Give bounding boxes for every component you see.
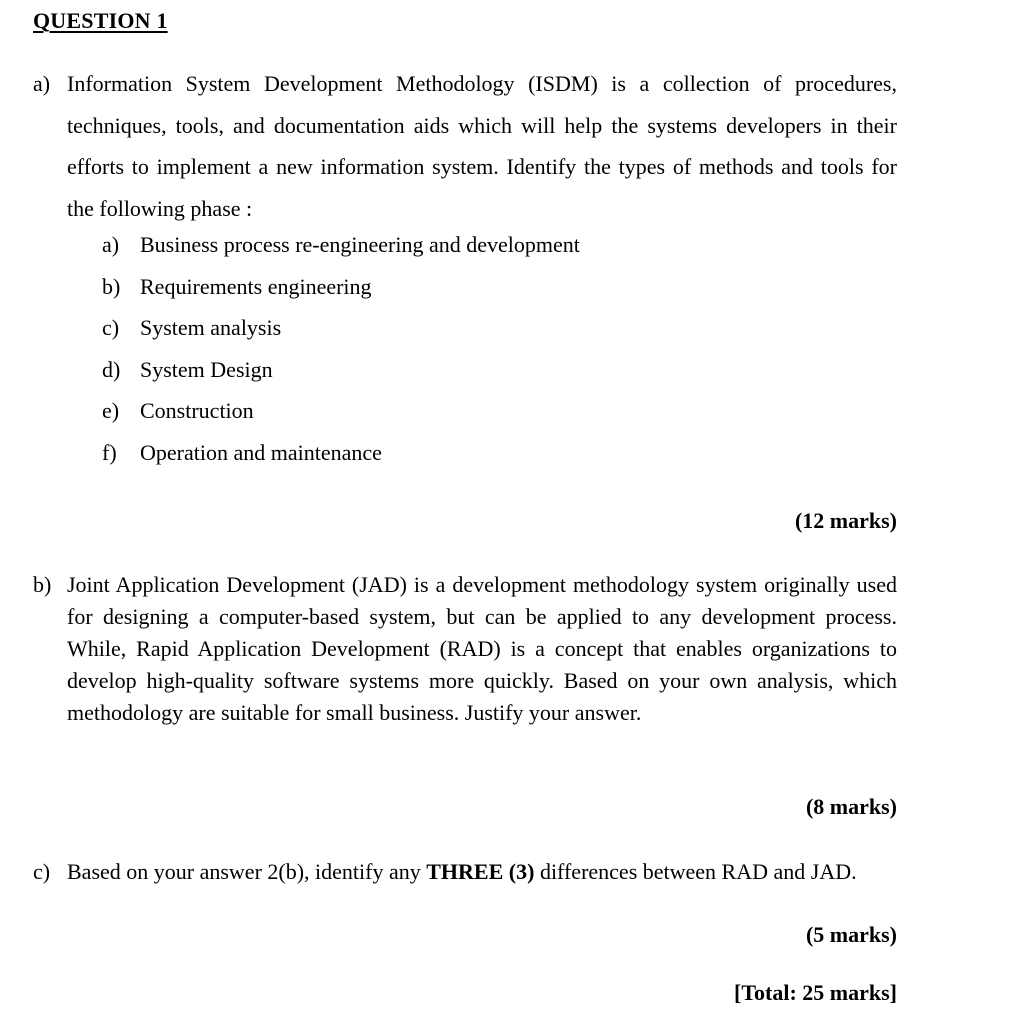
list-item-text: Construction bbox=[140, 398, 254, 423]
list-item-text: Requirements engineering bbox=[140, 273, 372, 299]
list-item bbox=[102, 312, 580, 354]
part-a-marks: (12 marks) bbox=[794, 508, 897, 533]
list-item-letter: e) bbox=[102, 398, 120, 423]
total-marks: [Total: 25 marks] bbox=[734, 980, 897, 1005]
list-item bbox=[102, 354, 580, 396]
part-b-marks: (8 marks) bbox=[805, 794, 897, 819]
question-title: QUESTION 1 bbox=[33, 8, 168, 33]
list-item-letter: d) bbox=[102, 356, 121, 382]
part-a-label: a) bbox=[33, 71, 51, 96]
list-item-letter: f) bbox=[102, 439, 117, 465]
list-item bbox=[102, 229, 580, 271]
list-item bbox=[102, 437, 580, 479]
part-a-text: Information System Development Methodology (ISDM) is a collection of procedures, techniques, tools, and documentation aids which will help the systems developers in their efforts to implement a new information system. Identify the types of methods and tools for the following phase : bbox=[67, 71, 897, 221]
list-item-letter: c) bbox=[102, 315, 120, 340]
phase-list bbox=[102, 229, 580, 478]
list-item-text: Operation and maintenance bbox=[140, 439, 382, 465]
list-item bbox=[102, 271, 580, 313]
part-c-label: c) bbox=[33, 859, 51, 884]
list-item-letter: a) bbox=[102, 232, 120, 257]
part-c-marks: (5 marks) bbox=[805, 922, 897, 947]
list-item-text: Business process re-engineering and development bbox=[140, 232, 580, 257]
part-b-text: Joint Application Development (JAD) is a development methodology system originally used for designing a computer-based system, but can be applied to any development process. While, Rapid Application Development (RAD) is a concept that enables organizations to develop high-quality software systems more quickly. Based on your own analysis, which methodology are suitable for small business. Justify your answer. bbox=[67, 572, 897, 725]
part-c-text bbox=[67, 856, 897, 888]
list-item-text: System analysis bbox=[140, 315, 282, 340]
part-c-emphasis: THREE (3) bbox=[426, 859, 535, 884]
list-item bbox=[102, 395, 580, 437]
list-item-text: System Design bbox=[140, 356, 273, 382]
list-item-letter: b) bbox=[102, 273, 121, 299]
part-c-text-before: Based on your answer 2(b), identify any bbox=[67, 859, 427, 884]
part-c-text-after: differences between RAD and JAD. bbox=[534, 859, 857, 884]
part-b-label: b) bbox=[33, 572, 52, 597]
